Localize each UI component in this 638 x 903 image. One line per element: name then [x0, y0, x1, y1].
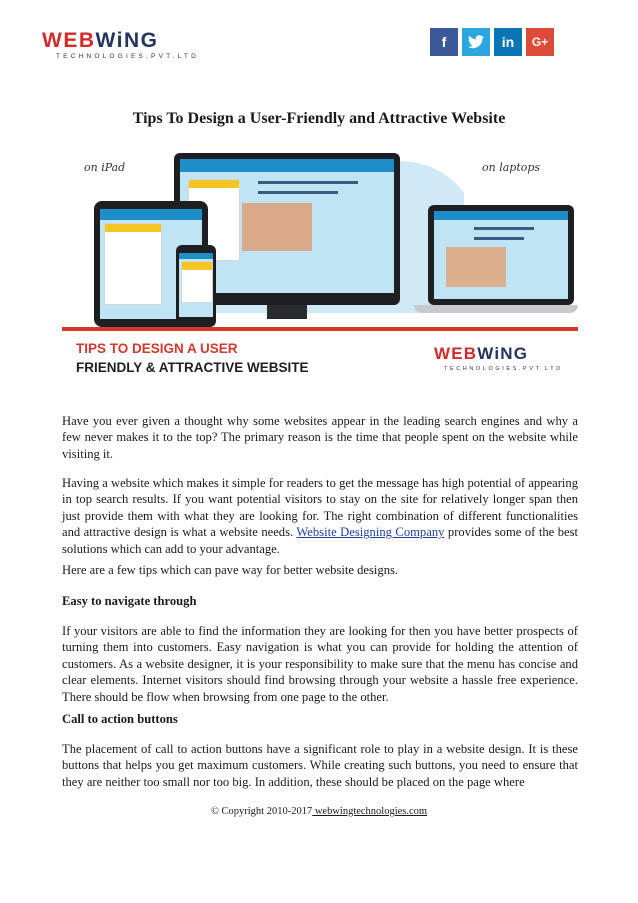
linkedin-icon[interactable]: in [494, 28, 522, 56]
paragraph-intro: Have you ever given a thought why some websites appear in the leading search engines and why a few never makes it to the top? The primary reason is the time that people spent on the website while visiting it. [62, 414, 578, 461]
twitter-icon[interactable] [462, 28, 490, 56]
hero-logo: WEBWiNG TECHNOLOGIES.PVT.LTD [434, 344, 563, 372]
paragraph-navigation: If your visitors are able to find the information they are looking for then you have better prospects of turning them into customers. Easy navigation is what you can provide for holding the attention of customers. As a website designer, it is your responsibility to make sure that the menu has concise and clear elements. Internet visitors should find browsing through your website a hassle free experience. There should be flow when browsing from one page to the other. [62, 624, 578, 704]
page-title: Tips To Design a User-Friendly and Attractive Website [132, 110, 506, 127]
monitor-stand-icon [267, 305, 307, 319]
laptop-device-icon [428, 205, 574, 305]
logo-tagline: TECHNOLOGIES.PVT.LTD [56, 53, 199, 60]
device-mockup-scene [62, 153, 578, 333]
paragraph-tips-intro: Here are a few tips which can pave way for better website designs. [62, 563, 399, 577]
heading-easy-navigation: Easy to navigate through [62, 594, 197, 608]
copyright-text: © Copyright 2010-2017 [210, 806, 313, 817]
company-logo[interactable] [42, 29, 199, 64]
google-plus-icon[interactable]: G+ [526, 28, 554, 56]
hero-divider [62, 327, 578, 331]
logo-wordmark: WEBWiNG [42, 29, 159, 52]
page-footer [0, 806, 638, 817]
facebook-icon[interactable]: f [430, 28, 458, 56]
social-links [430, 28, 554, 56]
label-ipad: on iPad [84, 161, 126, 174]
hero-banner-image [62, 153, 578, 382]
label-laptops: on laptops [482, 161, 541, 174]
footer-website-link[interactable]: webwingtechnologies.com [312, 806, 428, 817]
website-designing-company-link[interactable]: Website Designing Company [296, 525, 445, 540]
laptop-base-icon [414, 305, 578, 313]
paragraph-search-results: Having a website which makes it simple for readers to get the message has high potential of appearing in top search results. If you want potential visitors to stay on the site for relatively longer span then just provide them with what they are looking for. The right combination of different functionalities and attractive design is what a website needs. Website Designing Company provides some of the best solutions which can add to your advantage. [62, 476, 579, 556]
heading-call-to-action: Call to action buttons [62, 712, 178, 726]
paragraph-call-to-action: The placement of call to action buttons have a significant role to play in a website design. It is these buttons that helps you get maximum customers. While creating such buttons, you need to ensure that they are neither too small nor too big. In addition, these should be placed on the page where [62, 742, 578, 789]
phone-device-icon [176, 245, 216, 327]
hero-caption: TIPS TO DESIGN A USER FRIENDLY & ATTRACTIVE WEBSITE [76, 341, 309, 375]
